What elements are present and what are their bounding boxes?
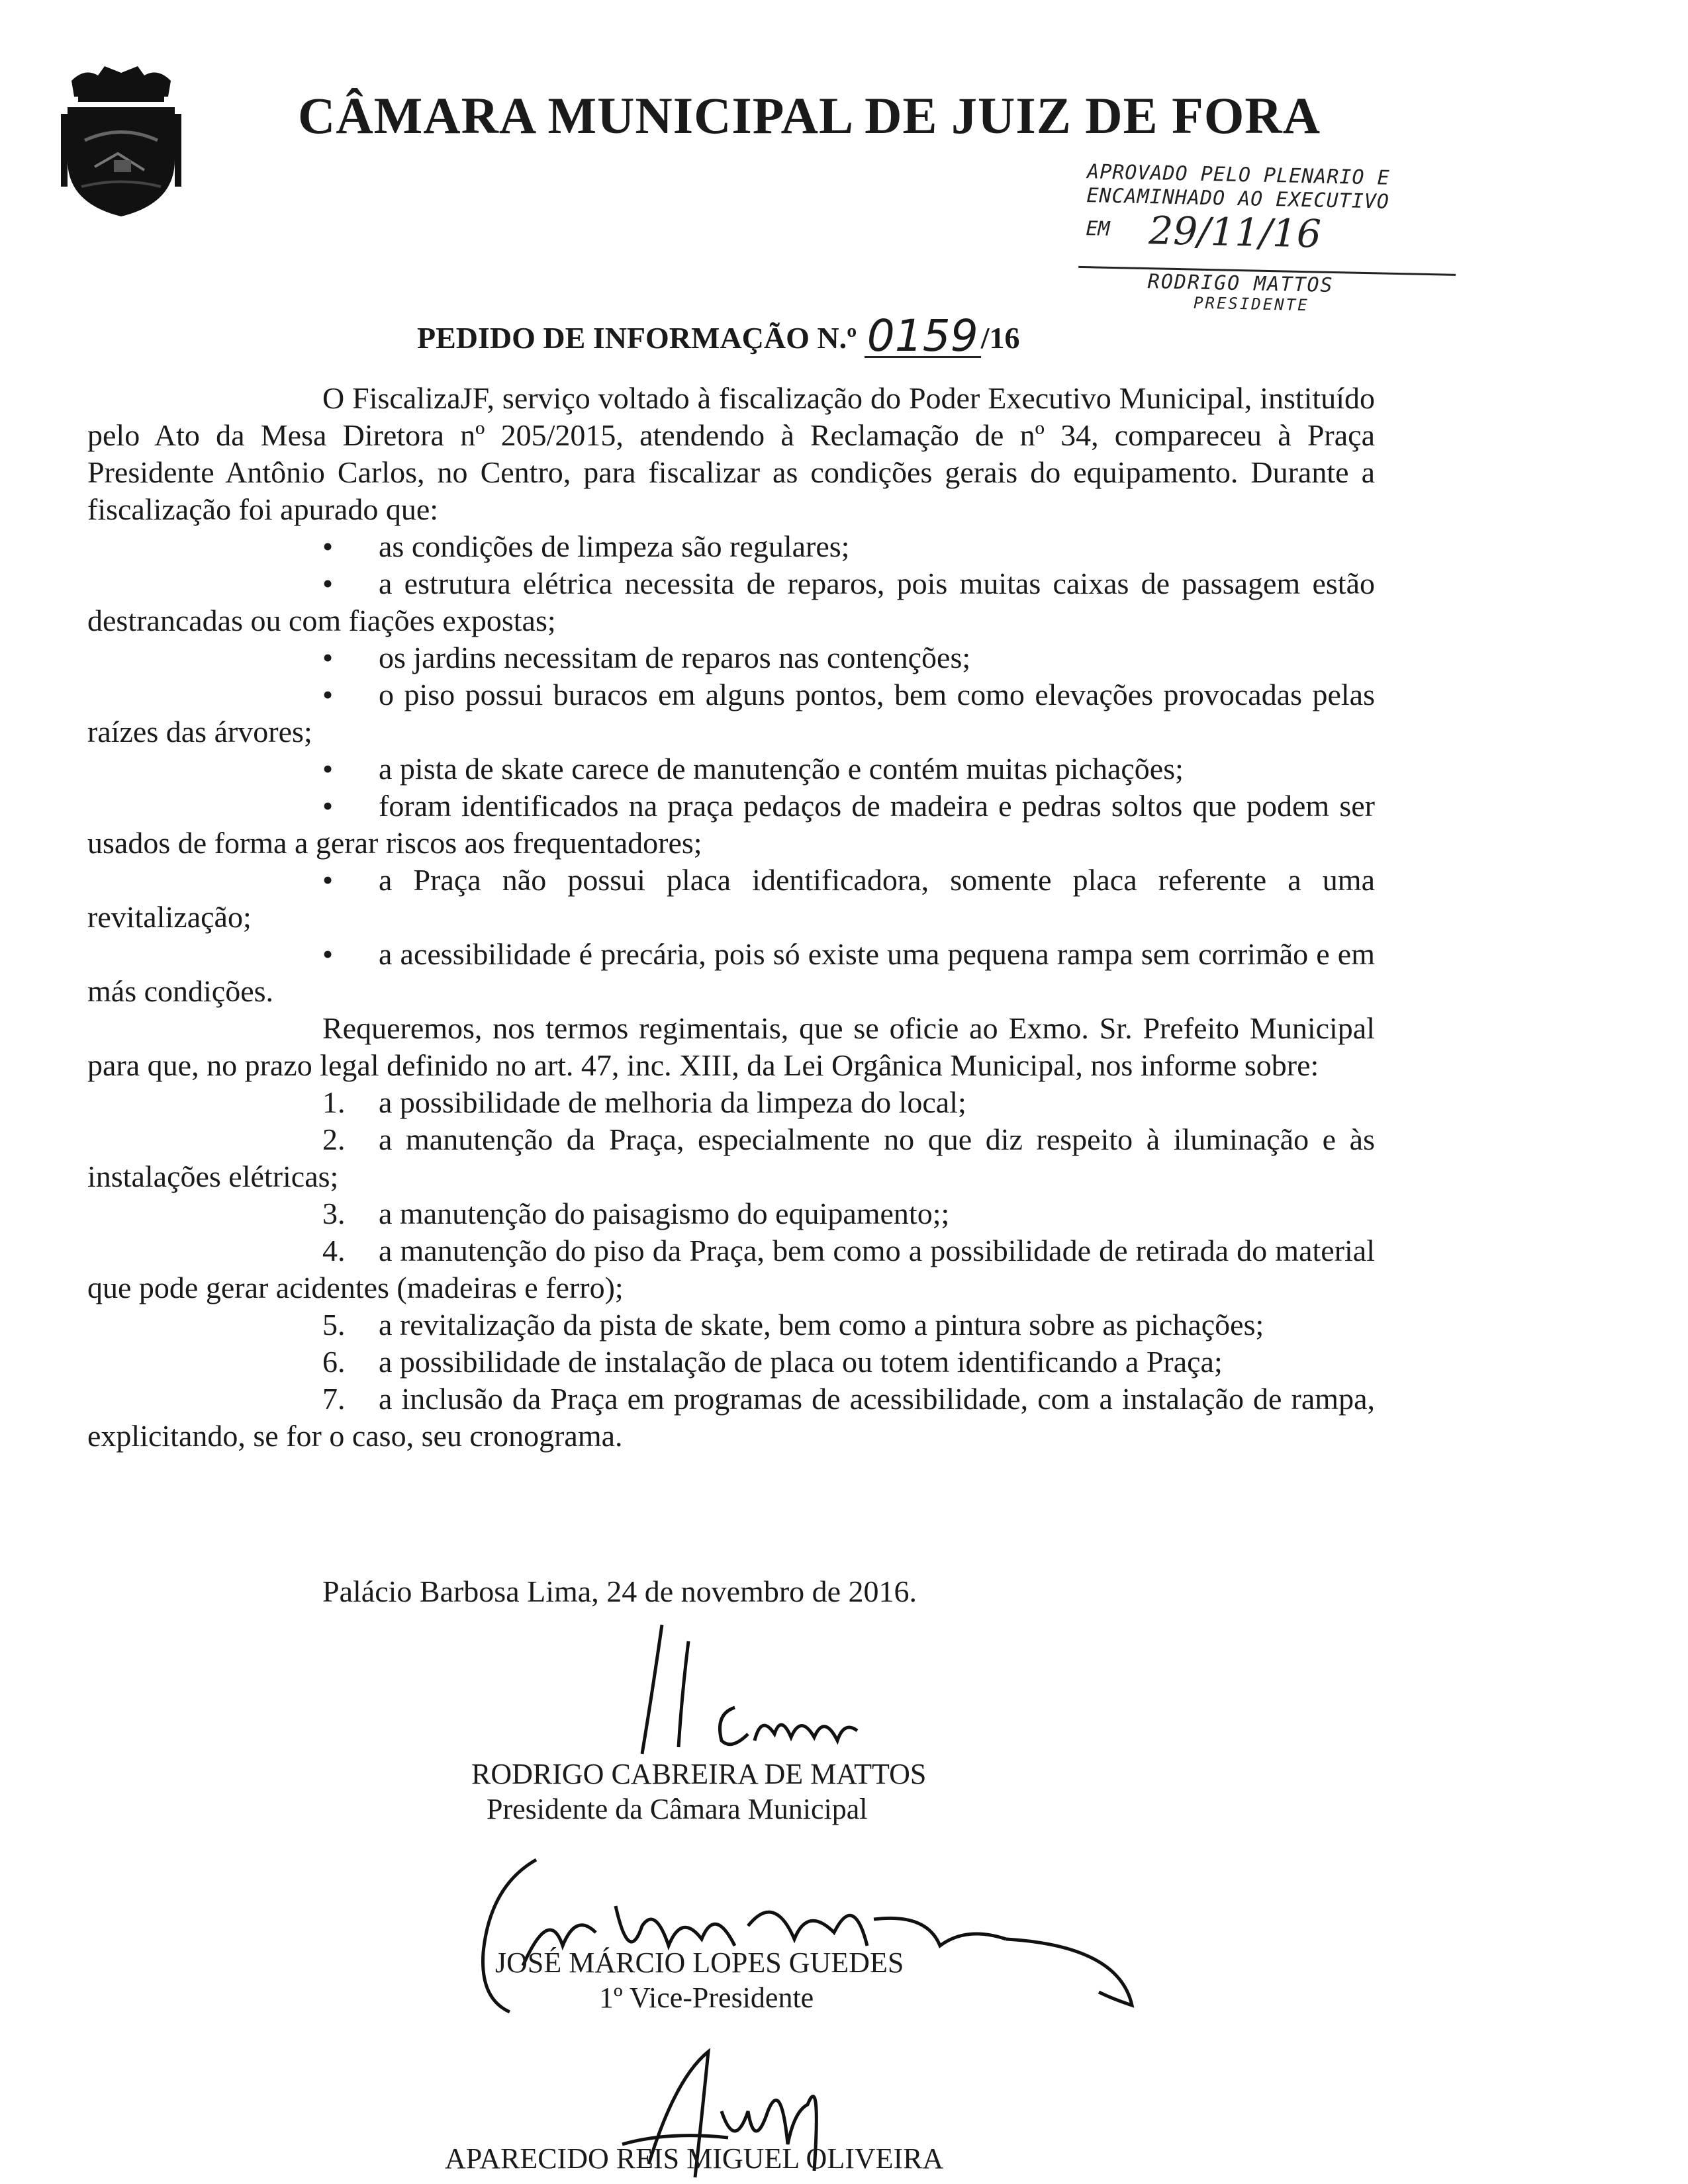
- stamp-date-label: EM: [1086, 217, 1110, 241]
- handwritten-signature-1: [616, 1615, 894, 1760]
- coat-of-arms-icon: [58, 61, 184, 220]
- document-body: [87, 380, 1375, 1455]
- signatory-name-1: RODRIGO CABREIRA DE MATTOS: [471, 1758, 927, 1790]
- request-item: [87, 1195, 1375, 1232]
- document-title: [417, 310, 1020, 361]
- request-number: 3.: [322, 1197, 346, 1230]
- stamp-line-1: APROVADO PELO PLENARIO E: [1086, 160, 1390, 190]
- signatory-role-2: 1º Vice-Presidente: [599, 1981, 814, 2014]
- request-paragraph: Requeremos, nos termos regimentais, que se oficie ao Exmo. Sr. Prefeito Municipal para que, no prazo legal definido no art. 47, inc. XIII, da Lei Orgânica Municipal, nos informe sobre:: [87, 1011, 1375, 1082]
- request-text: a manutenção do piso da Praça, bem como a possibilidade de retirada do material que pode gerar acidentes (madeiras e ferro);: [87, 1234, 1375, 1304]
- finding-item: • foram identificados na praça pedaços de madeira e pedras soltos que podem ser usados de forma a gerar riscos aos frequentadores;: [87, 788, 1375, 862]
- request-number: 5.: [322, 1308, 346, 1342]
- request-item: [87, 1343, 1375, 1381]
- document-number-handwritten: 0159: [865, 316, 981, 358]
- finding-item: • as condições de limpeza são regulares;: [87, 528, 1375, 565]
- request-number: 6.: [322, 1345, 346, 1379]
- intro-paragraph: O FiscalizaJF, serviço voltado à fiscalização do Poder Executivo Municipal, instituído pelo Ato da Mesa Diretora nº 205/2015, atendendo à Reclamação de nº 34, compareceu à Praça Presidente Antônio Carlos, no Centro, para fiscalizar as condições gerais do equipamento. Durante a fiscalização foi apurado que:: [87, 381, 1375, 526]
- request-item: [87, 1121, 1375, 1195]
- request-item: [87, 1306, 1375, 1343]
- document-title-suffix: /16: [980, 321, 1020, 355]
- approval-stamp: [1084, 160, 1458, 327]
- closing-date-line: Palácio Barbosa Lima, 24 de novembro de 2016.: [322, 1574, 917, 1608]
- request-item: [87, 1232, 1375, 1306]
- request-item: [87, 1381, 1375, 1455]
- request-text: a manutenção da Praça, especialmente no que diz respeito à iluminação e às instalações elétricas;: [87, 1122, 1375, 1193]
- signatory-role-1: Presidente da Câmara Municipal: [487, 1793, 868, 1825]
- stamp-line-2: ENCAMINHADO AO EXECUTIVO: [1086, 184, 1390, 214]
- request-text: a possibilidade de instalação de placa ou totem identificando a Praça;: [379, 1345, 1223, 1379]
- request-number: 7.: [322, 1382, 346, 1416]
- request-item: [87, 1084, 1375, 1121]
- request-number: 1.: [322, 1085, 346, 1119]
- stamp-date-handwritten: 29/11/16: [1148, 208, 1322, 257]
- signatory-name-2: JOSÉ MÁRCIO LOPES GUEDES: [495, 1946, 904, 1979]
- request-text: a possibilidade de melhoria da limpeza do local;: [379, 1085, 966, 1119]
- request-text: a revitalização da pista de skate, bem como a pintura sobre as pichações;: [379, 1308, 1264, 1342]
- signatory-name-3: APARECIDO REIS MIGUEL OLIVEIRA: [445, 2142, 944, 2175]
- stamp-name: RODRIGO MATTOS: [1147, 270, 1334, 297]
- request-number: 4.: [322, 1234, 346, 1267]
- request-number: 2.: [322, 1122, 346, 1156]
- finding-item: • a acessibilidade é precária, pois só existe uma pequena rampa sem corrimão e em más condições.: [87, 936, 1375, 1010]
- request-text: a inclusão da Praça em programas de acessibilidade, com a instalação de rampa, explicitando, se for o caso, seu cronograma.: [87, 1382, 1375, 1453]
- finding-item: • a pista de skate carece de manutenção e contém muitas pichações;: [87, 751, 1375, 788]
- finding-item: • o piso possui buracos em alguns pontos, bem como elevações provocadas pelas raízes das árvores;: [87, 676, 1375, 751]
- finding-item: • os jardins necessitam de reparos nas contenções;: [87, 639, 1375, 676]
- stamp-role: PRESIDENTE: [1193, 293, 1309, 315]
- finding-item: • a estrutura elétrica necessita de reparos, pois muitas caixas de passagem estão destrancadas ou com fiações expostas;: [87, 565, 1375, 639]
- finding-item: • a Praça não possui placa identificadora, somente placa referente a uma revitalização;: [87, 862, 1375, 936]
- document-title-prefix: PEDIDO DE INFORMAÇÃO N.º: [417, 321, 857, 355]
- request-text: a manutenção do paisagismo do equipamento;;: [379, 1197, 950, 1230]
- page-title: CÂMARA MUNICIPAL DE JUIZ DE FORA: [298, 87, 1321, 144]
